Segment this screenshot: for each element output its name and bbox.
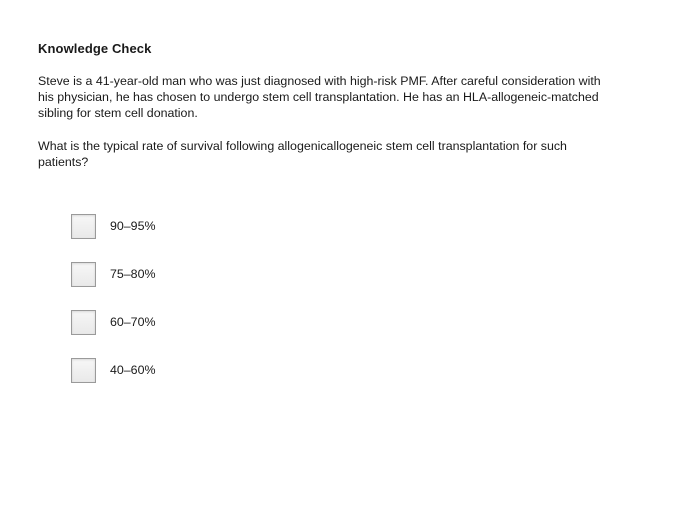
scenario-text xyxy=(38,73,678,121)
question-line: What is the typical rate of survival following allogenicallogeneic stem cell transplantation for such xyxy=(38,139,567,153)
answer-option-4[interactable] xyxy=(71,355,155,385)
scenario-line: sibling for stem cell donation. xyxy=(38,106,198,120)
answer-option-3[interactable] xyxy=(71,307,155,337)
page-title: Knowledge Check xyxy=(38,41,152,56)
scenario-line: his physician, he has chosen to undergo stem cell transplantation. He has an HLA-allogeneic-matched xyxy=(38,90,599,104)
scenario-line: Steve is a 41-year-old man who was just diagnosed with high-risk PMF. After careful consideration with xyxy=(38,74,601,88)
answer-checkbox[interactable] xyxy=(71,262,96,287)
answer-checkbox[interactable] xyxy=(71,358,96,383)
question-text xyxy=(38,138,658,170)
answer-checkbox[interactable] xyxy=(71,310,96,335)
answer-label[interactable]: 90–95% xyxy=(110,219,156,233)
answer-label[interactable]: 75–80% xyxy=(110,267,156,281)
question-line: patients? xyxy=(38,155,89,169)
answer-option-1[interactable] xyxy=(71,211,155,241)
answer-checkbox[interactable] xyxy=(71,214,96,239)
answer-option-2[interactable] xyxy=(71,259,155,289)
answer-options xyxy=(71,211,155,403)
answer-label[interactable]: 60–70% xyxy=(110,315,156,329)
answer-label[interactable]: 40–60% xyxy=(110,363,156,377)
